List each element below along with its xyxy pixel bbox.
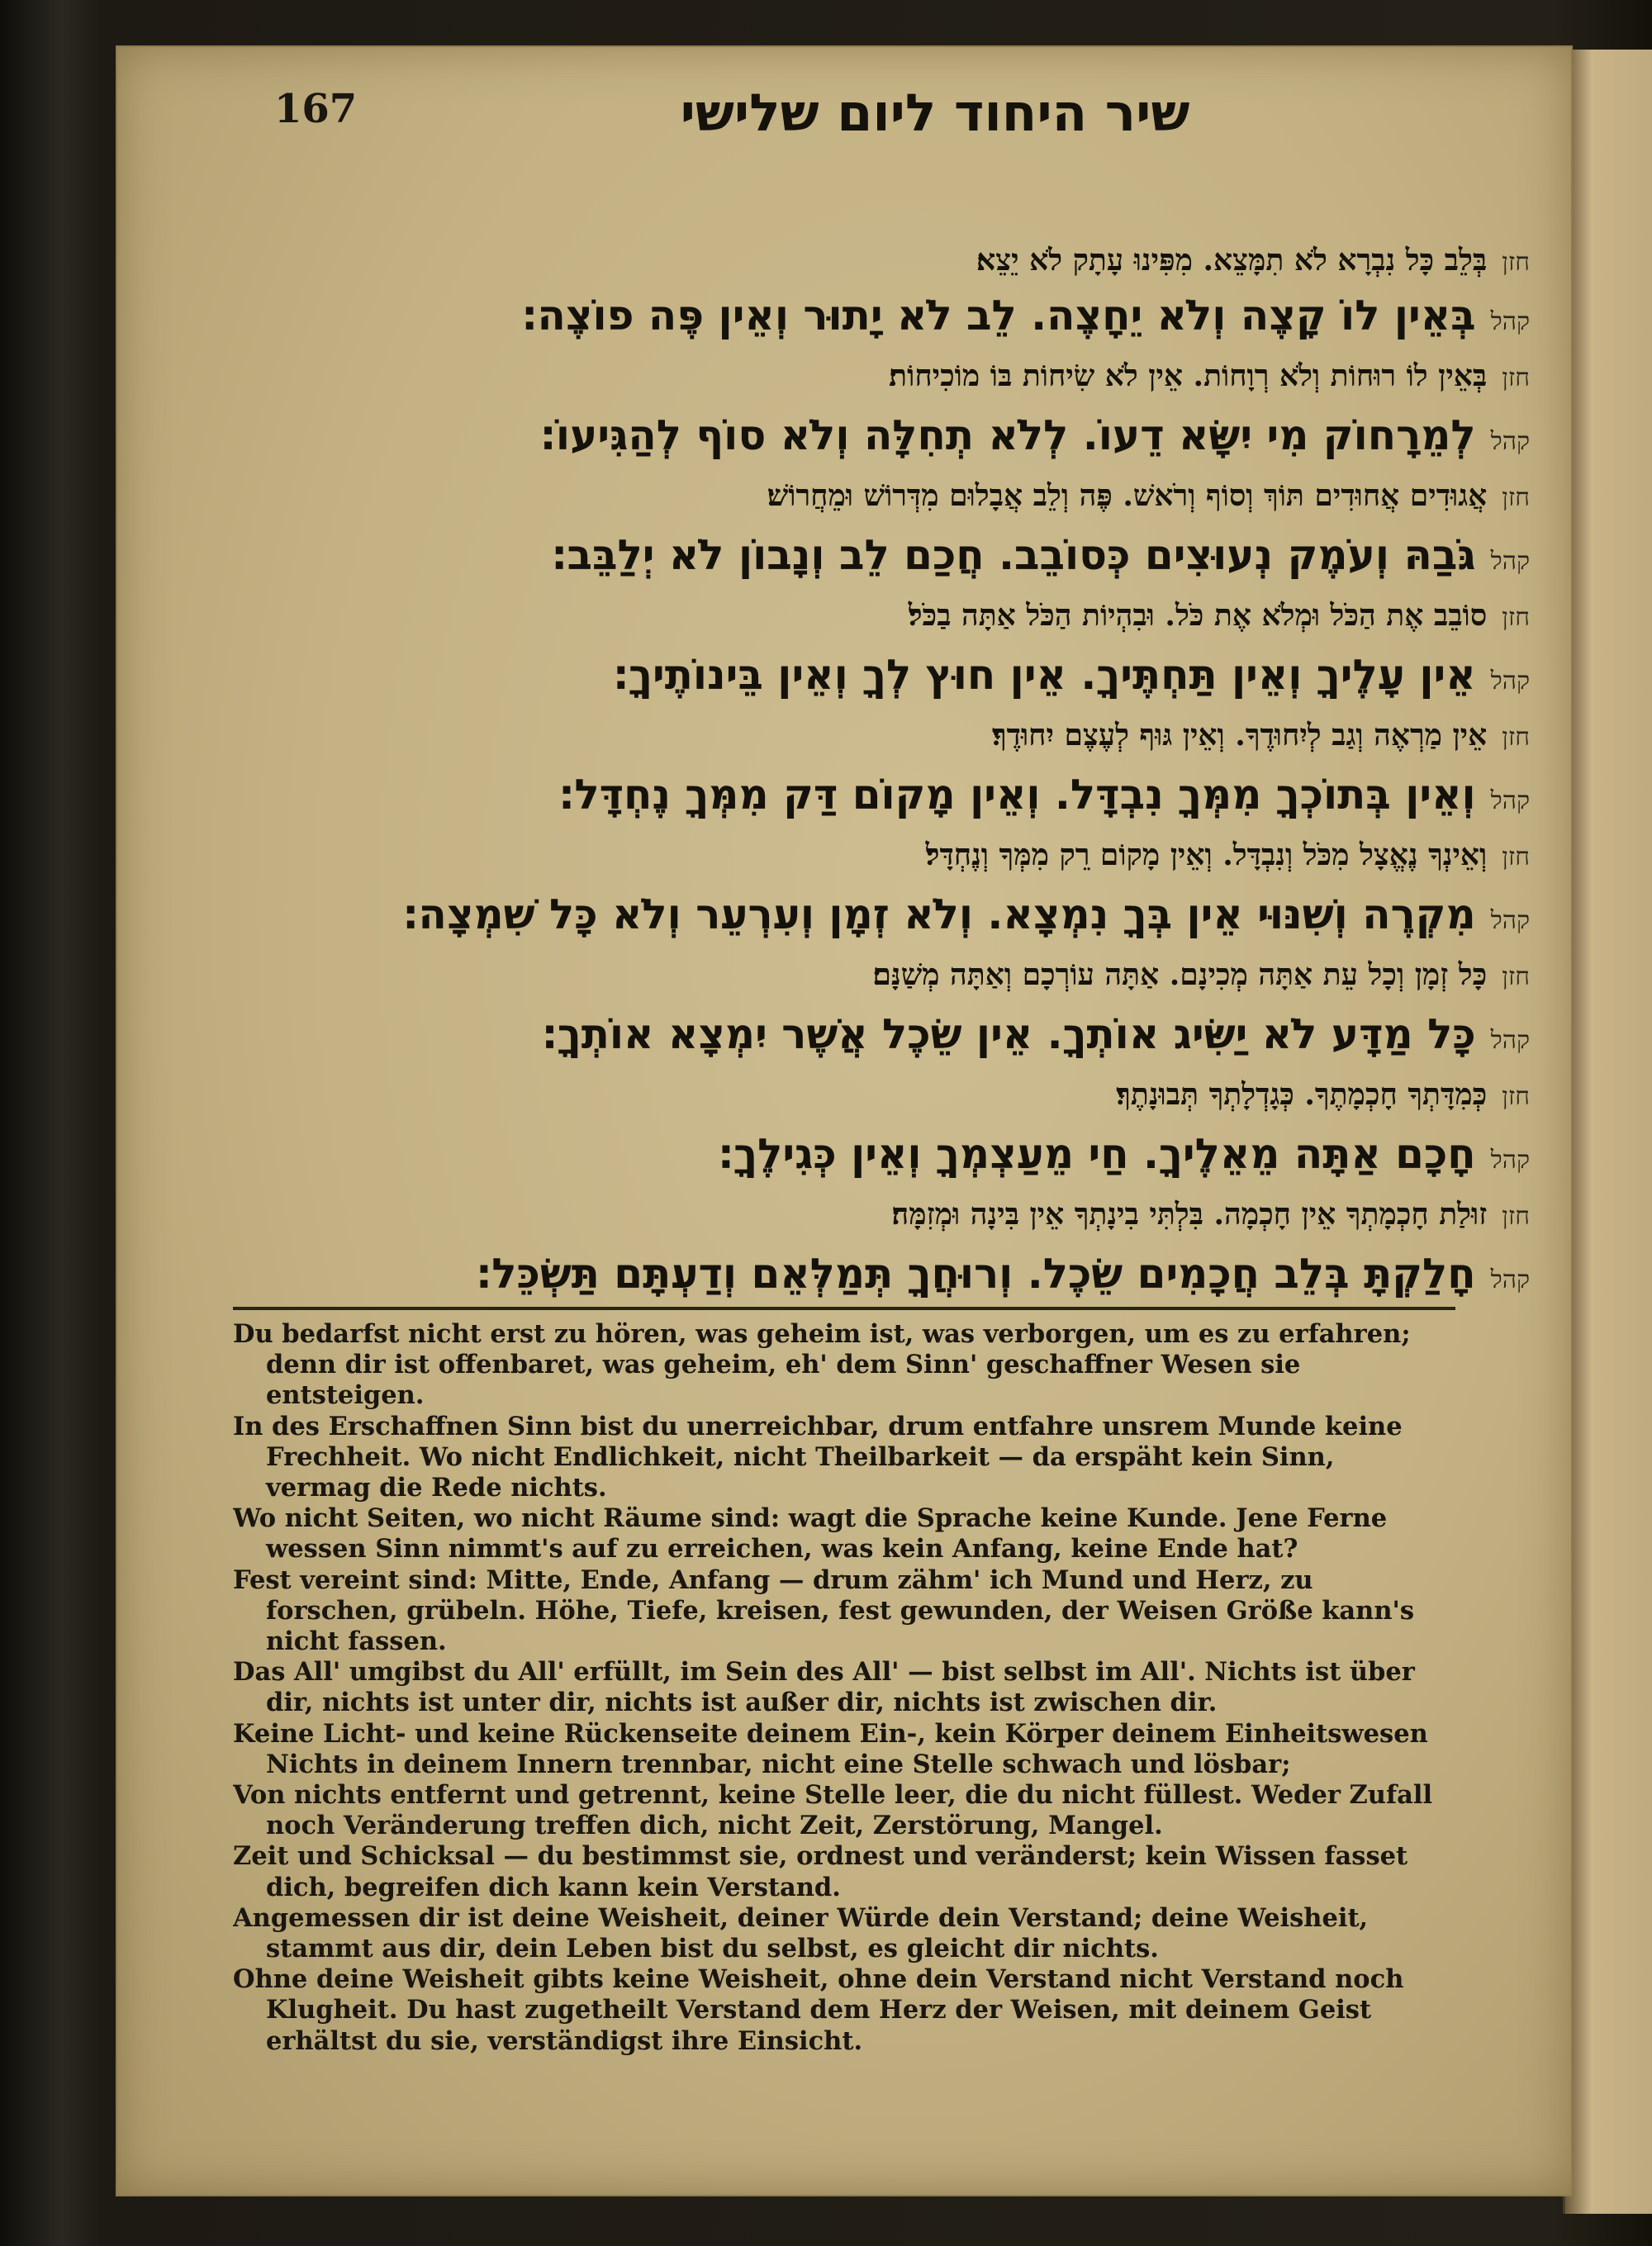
speaker-label: קהל: [1490, 1265, 1530, 1294]
hebrew-line-chazan: [150, 832, 1530, 878]
hebrew-line-chazan: [150, 712, 1530, 758]
hebrew-line-kahal: [150, 1125, 1530, 1183]
hebrew-line-kahal: [150, 1245, 1530, 1303]
speaker-label: קהל: [1490, 307, 1530, 336]
speaker-label: קהל: [1490, 786, 1530, 815]
hebrew-line-kahal: [150, 766, 1530, 824]
speaker-label: חזן: [1502, 603, 1530, 632]
hebrew-verse: בְּאֵין לוֹ קָצֶה וְלֹא יֵחָצֶה. לֵב לֹא יָתוּר וְאֵין פֶּה פוֹצֶה׃: [521, 292, 1476, 340]
hebrew-line-chazan: [150, 1191, 1530, 1237]
hebrew-line-chazan: [150, 237, 1530, 283]
hebrew-verse: אֵין מַרְאֶה וְגַב לְיִחוּדֶךָ. וְאֵין גּוּף לְעֶצֶם יִחוּדֶךָ׃: [991, 718, 1488, 753]
hebrew-verse: כָּל זְמָן וְכָל עֵת אַתָּה מְכִינָם. אַתָּה עוֹרְכָם וְאַתָּה מְשַׁנָּם׃: [872, 957, 1488, 992]
hebrew-verse: כְּמִדָּתְךָ חָכְמָתֶךָ. כְּגָדְלָתְךָ תְּבוּנָתֶךָ׃: [1116, 1077, 1488, 1112]
hebrew-verse: סוֹבֵב אֶת הַכֹּל וּמְלֹא אֶת כֹּל. וּבִהְיוֹת הַכֹּל אַתָּה בַכֹּל׃: [908, 598, 1488, 633]
translation-stanza: Angemessen dir ist deine Weisheit, deiner Würde dein Verstand; deine Weisheit, stammt aus dir, dein Leben bist du selbst, es gleicht dir nichts.: [233, 1902, 1369, 1964]
speaker-label: חזן: [1502, 248, 1530, 277]
hebrew-line-kahal: [150, 886, 1530, 943]
speaker-label: חזן: [1502, 723, 1530, 752]
facing-page-edge: [1563, 50, 1652, 2214]
german-translation: [233, 1319, 1447, 2178]
hebrew-verse: אֵין עָלֶיךָ וְאֵין תַּחְתֶּיךָ. אֵין חוּץ לְךָ וְאֵין בֵּינוֹתֶיךָ׃: [613, 651, 1476, 699]
speaker-label: חזן: [1502, 483, 1530, 512]
translation-stanza: Zeit und Schicksal — du bestimmst sie, ordnest und veränderst; kein Wissen fasset dich, begreifen dich kann kein Verstand.: [233, 1841, 1408, 1902]
book-binding: [0, 0, 103, 2246]
translation-stanza: Keine Licht- und keine Rückenseite deinem Ein-, kein Körper deinem Einheitswesen Nichts in deinem Innern trennbar, nicht eine Stelle schwach und lösbar;: [233, 1718, 1428, 1779]
speaker-label: חזן: [1502, 1202, 1530, 1231]
page-number: 167: [274, 86, 358, 132]
hebrew-verse: כָּל מַדָּע לֹא יַשִּׂיג אוֹתְךָ. אֵין שֵׂכֶל אֲשֶׁר יִמְצָא אוֹתְךָ׃: [542, 1010, 1476, 1058]
hebrew-line-kahal: [150, 526, 1530, 584]
speaker-label: קהל: [1490, 667, 1530, 696]
translation-stanza: Du bedarfst nicht erst zu hören, was geheim ist, was verborgen, um es zu erfahren; denn dir ist offenbaret, was geheim, eh' dem Sinn' geschaffner Wesen sie entsteigen.: [233, 1319, 1411, 1411]
hebrew-line-chazan: [150, 952, 1530, 998]
hebrew-verse: מִקְרֶה וְשִׁנּוּי אֵין בְּךָ נִמְצָא. וְלֹא זְמָן וְעִרְעֵר וְלֹא כָּל שִׁמְצָה׃: [402, 890, 1476, 938]
speaker-label: חזן: [1502, 843, 1530, 871]
translation-stanza: Das All' umgibst du All' erfüllt, im Sein des All' — bist selbst im All'. Nichts ist über dir, nichts ist unter dir, nichts ist außer dir, nichts ist zwischen dir.: [233, 1657, 1415, 1718]
speaker-label: חזן: [1502, 363, 1530, 392]
hebrew-line-chazan: [150, 353, 1530, 399]
hebrew-line-kahal: [150, 287, 1530, 344]
hebrew-verse: חָלַקְתָּ בְּלֵב חֲכָמִים שֵׂכֶל. וְרוּחֲךָ תְּמַלְּאֵם וְדַעְתָּם תַּשְׂכֵּל׃: [476, 1250, 1476, 1298]
hebrew-verse: אֲגוּדִים אֲחוּדִים תּוֹךְ וְסוֹף וְרֹאשׁ. פֶּה וְלֵב אֲבָלוּם מִדְּרוֹשׁ וּמֵחֲרוֹשׁ׃: [767, 478, 1488, 513]
hebrew-verse: חָכָם אַתָּה מֵאֵלֶיךָ. חַי מֵעַצְמְךָ וְאֵין כְּגִילֶךָ׃: [718, 1130, 1476, 1178]
translation-stanza: Von nichts entfernt und getrennt, keine Stelle leer, die du nicht füllest. Weder Zufall noch Veränderung treffen dich, nicht Zeit, Zerstörung, Mangel.: [233, 1780, 1433, 1841]
hebrew-line-kahal: [150, 1005, 1530, 1063]
hebrew-line-chazan: [150, 1071, 1530, 1118]
hebrew-line-kahal: [150, 406, 1530, 464]
hebrew-verse: וְאֵין בְּתוֹכְךָ מִמְּךָ נִבְדָּל. וְאֵין מָקוֹם דַּק מִמְּךָ נֶחְדָּל׃: [558, 771, 1476, 819]
speaker-label: חזן: [1502, 1082, 1530, 1111]
translation-stanza: Wo nicht Seiten, wo nicht Räume sind: wagt die Sprache keine Kunde. Jene Ferne wessen Sinn nimmt's auf zu erreichen, was kein Anfang, keine Ende hat?: [233, 1503, 1388, 1565]
hebrew-verse: לְמֵרָחוֹק מִי יִשָּׂא דֵעוֹ. לְלֹא תְחִלָּה וְלֹא סוֹף לְהַגִּיעוֹ׃: [540, 411, 1476, 459]
hebrew-verse: בְּאֵין לוֹ רוּחוֹת וְלֹא רְוָחוֹת. אֵין לֹא שִׂיחוֹת בּוֹ מוֹכִיחוֹת׃: [889, 359, 1488, 393]
speaker-label: קהל: [1490, 906, 1530, 935]
hebrew-verse: גֹּבַהּ וְעֹמֶק נְעוּצִים כְּסוֹבֵב. חֲכַם לֵב וְנָבוֹן לֹא יְלַבֵּב׃: [551, 531, 1476, 579]
page-title: שיר היחוד ליום שלישי: [680, 83, 1190, 143]
speaker-label: קהל: [1490, 427, 1530, 456]
hebrew-verse: בְּלֵב כָּל נִבְרָא לֹא תִמָּצֵא. מִפִּינוּ עָתָק לֹא יֵצֵא׃: [976, 243, 1488, 278]
hebrew-verse: וְאֵינְךָ נֶאֱצָל מִכֹּל וְנִבְדָּל. וְאֵין מָקוֹם רֵק מִמְּךָ וְנֶחְדָּל׃: [925, 838, 1488, 872]
hebrew-line-chazan: [150, 592, 1530, 639]
speaker-label: קהל: [1490, 1146, 1530, 1175]
hebrew-line-chazan: [150, 472, 1530, 519]
translation-stanza: In des Erschaffnen Sinn bist du unerreichbar, drum entfahre unsrem Munde keine Frechheit. Wo nicht Endlichkeit, nicht Theilbarkeit — da erspäht kein Sinn, vermag die Rede nichts.: [233, 1411, 1403, 1503]
section-divider: [233, 1307, 1455, 1310]
translation-stanza: Ohne deine Weisheit gibts keine Weisheit, ohne dein Verstand nicht Verstand noch Klugheit. Du hast zugetheilt Verstand dem Herz der Weisen, mit deinem Geist erhältst du sie, verständigst ihre Einsicht.: [233, 1964, 1404, 2056]
hebrew-line-kahal: [150, 646, 1530, 704]
speaker-label: קהל: [1490, 1026, 1530, 1055]
speaker-label: חזן: [1502, 962, 1530, 991]
speaker-label: קהל: [1490, 547, 1530, 576]
book-page: [116, 45, 1573, 2196]
hebrew-verse: זוּלַת חָכְמָתְךָ אֵין חָכְמָה. בִּלְתִּי בִינָתְךָ אֵין בִּינָה וּמְזִמָּה׃: [891, 1197, 1488, 1232]
translation-stanza: Fest vereint sind: Mitte, Ende, Anfang — drum zähm' ich Mund und Herz, zu forschen, grübeln. Höhe, Tiefe, kreisen, fest gewunden, der Weisen Größe kann's nicht fassen.: [233, 1565, 1415, 1657]
